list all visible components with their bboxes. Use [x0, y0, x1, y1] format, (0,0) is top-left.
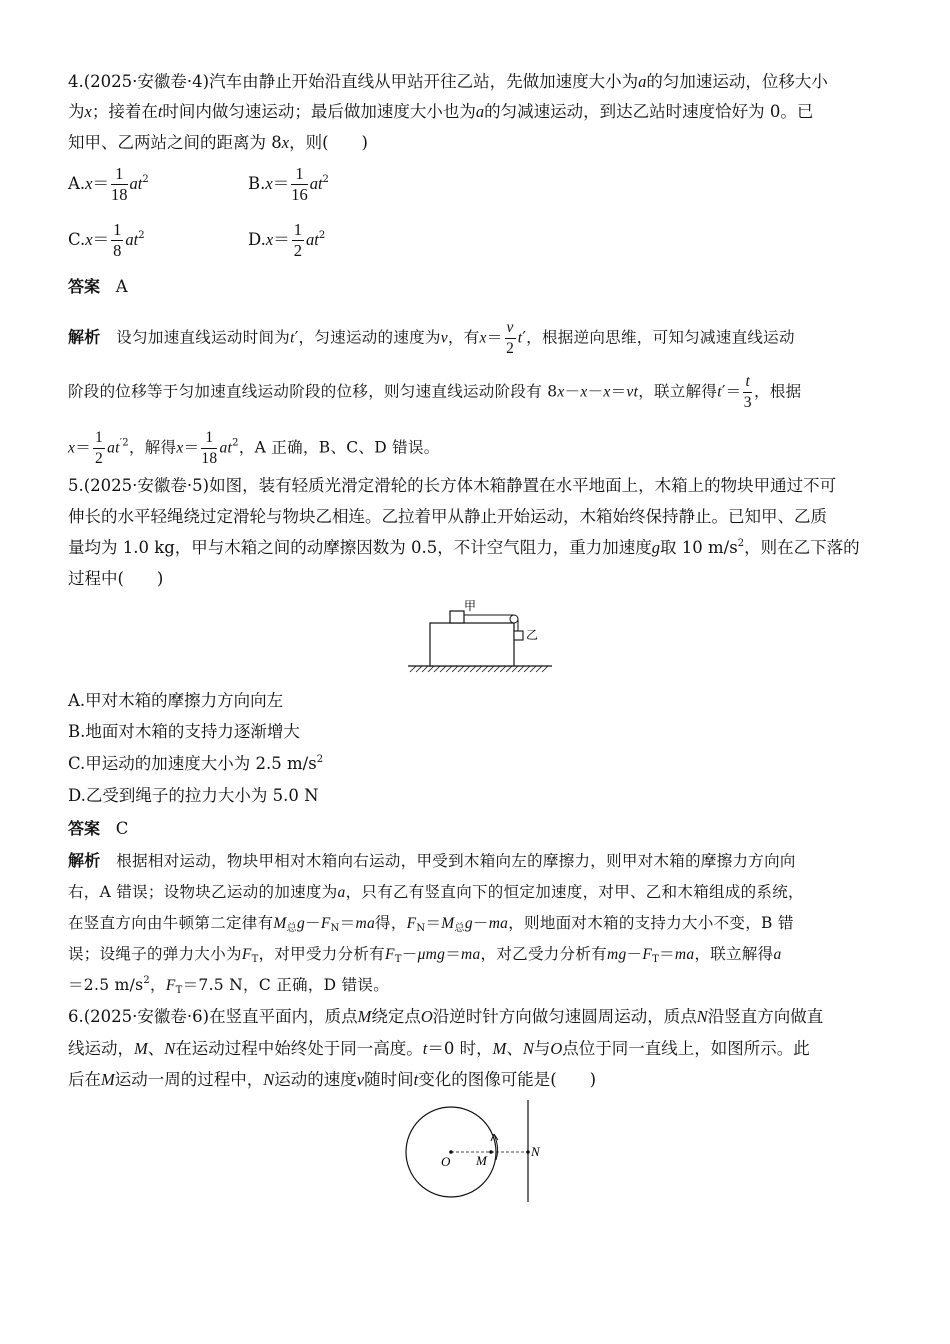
q6-figure — [400, 1098, 560, 1208]
q4-analysis-line-3: x＝ $\frac{1}{2}$ $at^{'2}$，解得x＝ $\frac{1}{18}$ $at^2$，A 正确，B、C、D 错误。 — [68, 429, 440, 467]
q5-option-b: B.地面对木箱的支持力逐渐增大 — [68, 722, 300, 741]
q5-figure — [400, 598, 560, 678]
block-jia — [450, 611, 464, 623]
q5-analysis-line-2: 右，A 错误；设物块乙运动的加速度为a，只有乙有竖直向下的恒定加速度，对甲、乙和木箱组成的系统， — [68, 883, 804, 901]
q5-option-d: D.乙受到绳子的拉力大小为 5.0 N — [68, 786, 319, 805]
q5-stem-line-2: 伸长的水平轻绳绕过定滑轮与物块乙相连。乙拉着甲从静止开始运动，木箱始终保持静止。已知甲、乙质 — [68, 507, 827, 526]
pulley — [510, 615, 518, 623]
q5-option-a: A.甲对木箱的摩擦力方向向左 — [68, 691, 284, 710]
q5-answer: 答案 C — [68, 819, 129, 838]
q4-option-d: D.x＝ $\frac{1}{2}$ $at^2$ — [248, 220, 326, 260]
q4-stem-line-2: 为x；接着在t时间内做匀速运动；最后做加速度大小也为a的匀减速运动，到达乙站时速度恰好为 0。已 — [68, 102, 814, 121]
q5-analysis-line-3: 在竖直方向由牛顿第二定律有$M_总g-F_N=ma$得，$F_N=M_总g-ma$，则地面对木箱的支持力大小不变，B 错 — [68, 914, 794, 934]
q4-option-a: A.x＝ $\frac{1}{18}$ $at^2$ — [68, 164, 149, 204]
q4-stem-line-1: 4.(2025·安徽卷·4)汽车由静止开始沿直线从甲站开往乙站，先做加速度大小为a的匀加速运动，位移大小 — [68, 72, 828, 91]
q5-analysis-line-4: 误；设绳子的弹力大小为$F_T$，对甲受力分析有$F_T-\mu mg=ma$，对乙受力分析有$mg-F_T=ma$，联立解得a — [68, 945, 782, 965]
label-o: O — [441, 1154, 451, 1169]
q6-stem-line-2: 线运动，M、N在运动过程中始终处于同一高度。t＝0 时，M、N与O点位于同一直线上，如图所示。此 — [68, 1039, 810, 1058]
q4-analysis-line-2: 阶段的位移等于匀加速直线运动阶段的位移，则匀速直线运动阶段有 8x－x－x＝vt，联立解得t′＝ $\frac{t}{3}$ ，根据 — [68, 373, 802, 411]
q5-analysis-line-1: 解析 根据相对运动，物块甲相对木箱向右运动，甲受到木箱向左的摩擦力，则甲对木箱的摩擦力方向向 — [68, 851, 796, 870]
q5-stem-line-1: 5.(2025·安徽卷·5)如图，装有轻质光滑定滑轮的长方体木箱静置在水平地面上，木箱上的物块甲通过不可 — [68, 476, 837, 495]
q4-stem-line-3: 知甲、乙两站之间的距离为 8x，则( ) — [68, 133, 368, 152]
q4-answer: 答案 A — [68, 277, 128, 296]
label-yi: 乙 — [526, 628, 539, 642]
wooden-box — [430, 623, 514, 666]
q5-stem-line-4: 过程中( ) — [68, 569, 164, 588]
q4-option-c: C.x＝ $\frac{1}{8}$ $at^2$ — [68, 220, 145, 260]
q5-analysis-line-5: ＝2.5 $m/s^2$，$F_T=7.5$ N，C 正确，D 错误。 — [68, 975, 389, 996]
block-yi — [514, 631, 523, 640]
q6-stem-line-3: 后在M运动一周的过程中，N运动的速度v随时间t变化的图像可能是( ) — [68, 1070, 597, 1089]
label-jia: 甲 — [464, 599, 477, 613]
q4-analysis-line-1: 解析 设匀加速直线运动时间为t′，匀速运动的速度为v，有x＝ $\frac{v}{2}$ t′，根据逆向思维，可知匀减速直线运动 — [68, 319, 795, 357]
q5-option-c: C.甲运动的加速度大小为 2.5 $m/s^2$ — [68, 754, 324, 773]
q4-option-b: B.x＝ $\frac{1}{16}$ $at^2$ — [248, 164, 329, 204]
q6-stem-line-1: 6.(2025·安徽卷·6)在竖直平面内，质点M绕定点O沿逆时针方向做匀速圆周运动，质点N沿竖直方向做直 — [68, 1007, 824, 1026]
label-n: N — [531, 1144, 540, 1159]
q5-stem-line-3: 量均为 1.0 kg，甲与木箱之间的动摩擦因数为 0.5，不计空气阻力，重力加速度g取 10 $m/s^2$，则在乙下落的 — [68, 538, 860, 557]
ground-hatch — [410, 666, 548, 672]
point-n — [526, 1150, 530, 1154]
label-m: M — [476, 1153, 487, 1168]
